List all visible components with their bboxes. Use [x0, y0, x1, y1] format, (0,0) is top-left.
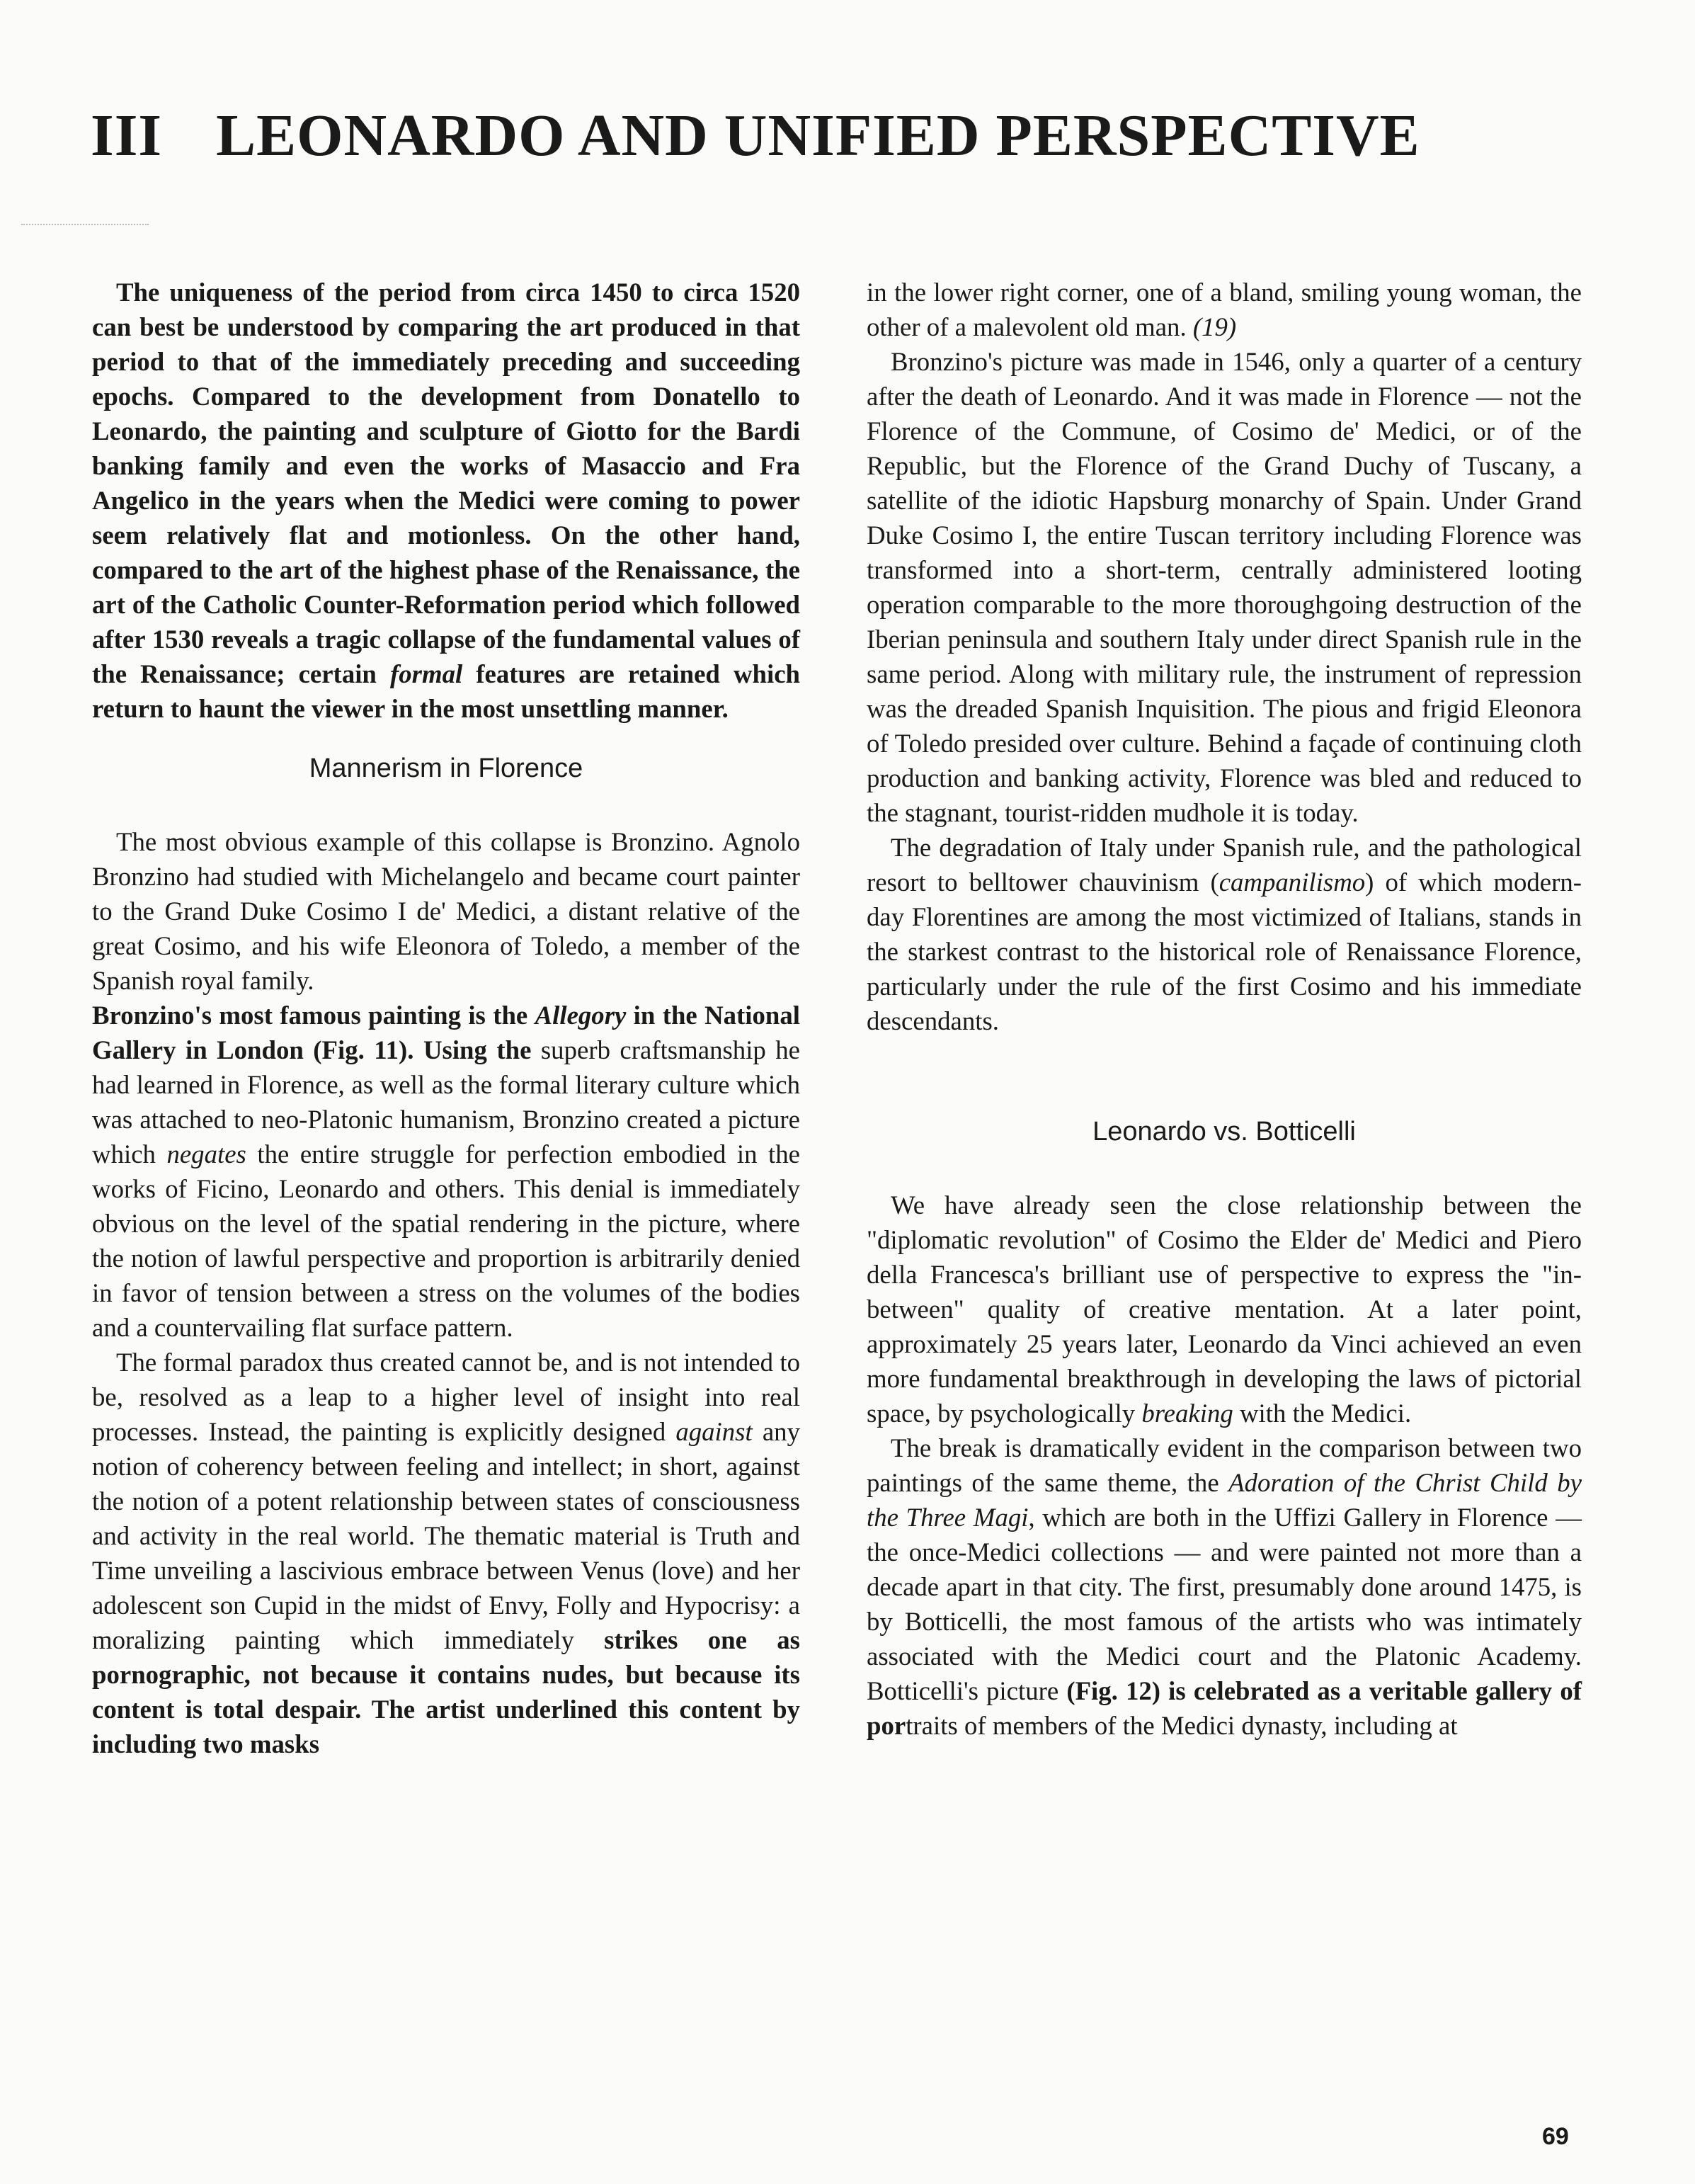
revolution-italic: breaking [1141, 1399, 1233, 1428]
adoration-text-a: The break is dramatically evident in the comparison between two paintings of the same theme, the [867, 1433, 1582, 1497]
paragraph-formal-paradox [92, 1345, 800, 1761]
intro-paragraph [92, 275, 800, 726]
allegory-bold-b: in the National Gallery in London (Fig. 11). Using the [92, 1001, 800, 1064]
paragraph-allegory [92, 998, 800, 1345]
paradox-text-b: any notion of coherency between feeling and intellect; in short, against the notion of a potent relationship between states of consciousness and activity in the real world. The thematic material is Truth and Time unveiling a lascivious embrace between Venus (love) and her adolescent son Cupid in the midst of Envy, Folly and Hypocrisy: a moralizing painting which immediately [92, 1417, 800, 1654]
footnote-ref: (19) [1192, 312, 1237, 341]
paradox-italic: against [675, 1417, 753, 1446]
page-number: 69 [1542, 2123, 1569, 2150]
allegory-title: Allegory [535, 1001, 627, 1030]
right-column [867, 275, 1582, 1743]
allegory-text-a: superb craftsmanship he had learned in Florence, as well as the formal literary culture which was attached to neo-Platonic humanism, Bronzino created a picture which [92, 1035, 800, 1168]
paragraph-bronzino-1546: Bronzino's picture was made in 1546, only a quarter of a century after the death of Leonardo. And it was made in Florence — not the Florence of the Commune, of Cosimo de' Medici, or of the Republic, but the Florence of the Grand Duchy of Tuscany, a satellite of the idiotic Hapsburg monarchy of Spain. Under Grand Duke Cosimo I, the entire Tuscan territory including Florence was transformed into a short-term, centrally administered looting operation comparable to the more thoroughgoing destruction of the Iberian peninsula and southern Italy under direct Spanish rule in the same period. Along with military rule, the instrument of repression was the dreaded Spanish Inquisition. The pious and frigid Eleonora of Toledo presided over culture. Behind a façade of continuing cloth production and banking activity, Florence was bled and reduced to the stagnant, tourist-ridden mudhole it is today. [867, 347, 1582, 827]
degradation-text-a: The degradation of Italy under Spanish rule, and the pathological resort to belltower chauvinism ( [867, 833, 1582, 897]
paragraph-continuation [867, 275, 1582, 344]
allegory-text-b: the entire struggle for perfection embodied in the works of Ficino, Leonardo and others. This denial is immediately obvious on the level of the spatial rendering in the picture, where the notion of lawful perspective and proportion is arbitrarily denied in favor of tension between a stress on the volumes of the bodies and a countervailing flat surface pattern. [92, 1139, 800, 1342]
paragraph-adoration [867, 1431, 1582, 1743]
revolution-text-b: with the Medici. [1233, 1399, 1412, 1428]
adoration-text-c: traits of members of the Medici dynasty, including at [906, 1711, 1458, 1740]
left-column [92, 275, 800, 1761]
degradation-text-b: ) of which modern-day Florentines are among the most victimized of Italians, stands in the starkest contrast to the historical role of Renaissance Florence, particularly under the rule of the first Cosimo and his immediate descendants. [867, 868, 1582, 1035]
paragraph-bronzino-intro: The most obvious example of this collapse is Bronzino. Agnolo Bronzino had studied with Michelangelo and became court painter to the Grand Duke Cosimo I de' Medici, a distant relative of the great Cosimo, and his wife Eleonora of Toledo, a member of the Spanish royal family. [92, 827, 800, 995]
paragraph-diplomatic-revolution [867, 1188, 1582, 1431]
adoration-text-b: , which are both in the Uffizi Gallery in Florence — the once-Medici collections — and were painted not more than a decade apart in that city. The first, presumably done around 1475, is by Botticelli, the most famous of the artists who was intimately associated with the Medici court and the Platonic Academy. Botticelli's picture [867, 1503, 1582, 1705]
adoration-title: Adoration of the Christ Child by the Three Magi [867, 1468, 1582, 1532]
allegory-bold-a: Bronzino's most famous painting is the [92, 1001, 535, 1030]
intro-italic-text: formal [389, 659, 463, 688]
paradox-text-a: The formal paradox thus created cannot be, and is not intended to be, resolved as a leap to a higher level of insight into real processes. Instead, the painting is explicitly designed [92, 1348, 800, 1446]
paradox-bold: strikes one as pornographic, not because it contains nudes, but because its content is total despair. The artist underlined this content by including two masks [92, 1625, 800, 1758]
degradation-italic: campanilismo [1219, 868, 1366, 897]
continuation-text: in the lower right corner, one of a bland, smiling young woman, the other of a malevolent old man. [867, 278, 1582, 341]
heading-mannerism-in-florence: Mannerism in Florence [309, 753, 583, 783]
chapter-title [91, 103, 1420, 169]
heading-leonardo-vs-botticelli: Leonardo vs. Botticelli [1092, 1117, 1356, 1147]
allegory-italic: negates [166, 1139, 246, 1168]
title-divider [21, 224, 149, 225]
intro-text: The uniqueness of the period from circa 1450 to circa 1520 can best be understood by comparing the art produced in that period to that of the immediately preceding and succeeding epochs. Compared to the development from Donatello to Leonardo, the painting and sculpture of Giotto for the Bardi banking family and even the works of Masaccio and Fra Angelico in the years when the Medici were coming to power seem relatively flat and motionless. On the other hand, compared to the art of the highest phase of the Renaissance, the art of the Catholic Counter-Reformation period which followed after 1530 reveals a tragic collapse of the fundamental values of the Renaissance; certain [92, 278, 800, 688]
chapter-title-text: LEONARDO AND UNIFIED PERSPECTIVE [216, 103, 1420, 169]
intro-end-text: features are retained which return to haunt the viewer in the most unsettling manner. [92, 659, 801, 723]
chapter-number: III [91, 103, 163, 169]
revolution-text-a: We have already seen the close relationship between the "diplomatic revolution" of Cosimo the Elder de' Medici and Piero della Francesca's brilliant use of perspective to express the "in-between" quality of creative mentation. At a later point, approximately 25 years later, Leonardo da Vinci achieved an even more fundamental breakthrough in developing the laws of pictorial space, by psychologically [867, 1190, 1582, 1428]
paragraph-degradation [867, 830, 1582, 1038]
adoration-bold: (Fig. 12) is celebrated as a veritable gallery of por [867, 1676, 1582, 1740]
